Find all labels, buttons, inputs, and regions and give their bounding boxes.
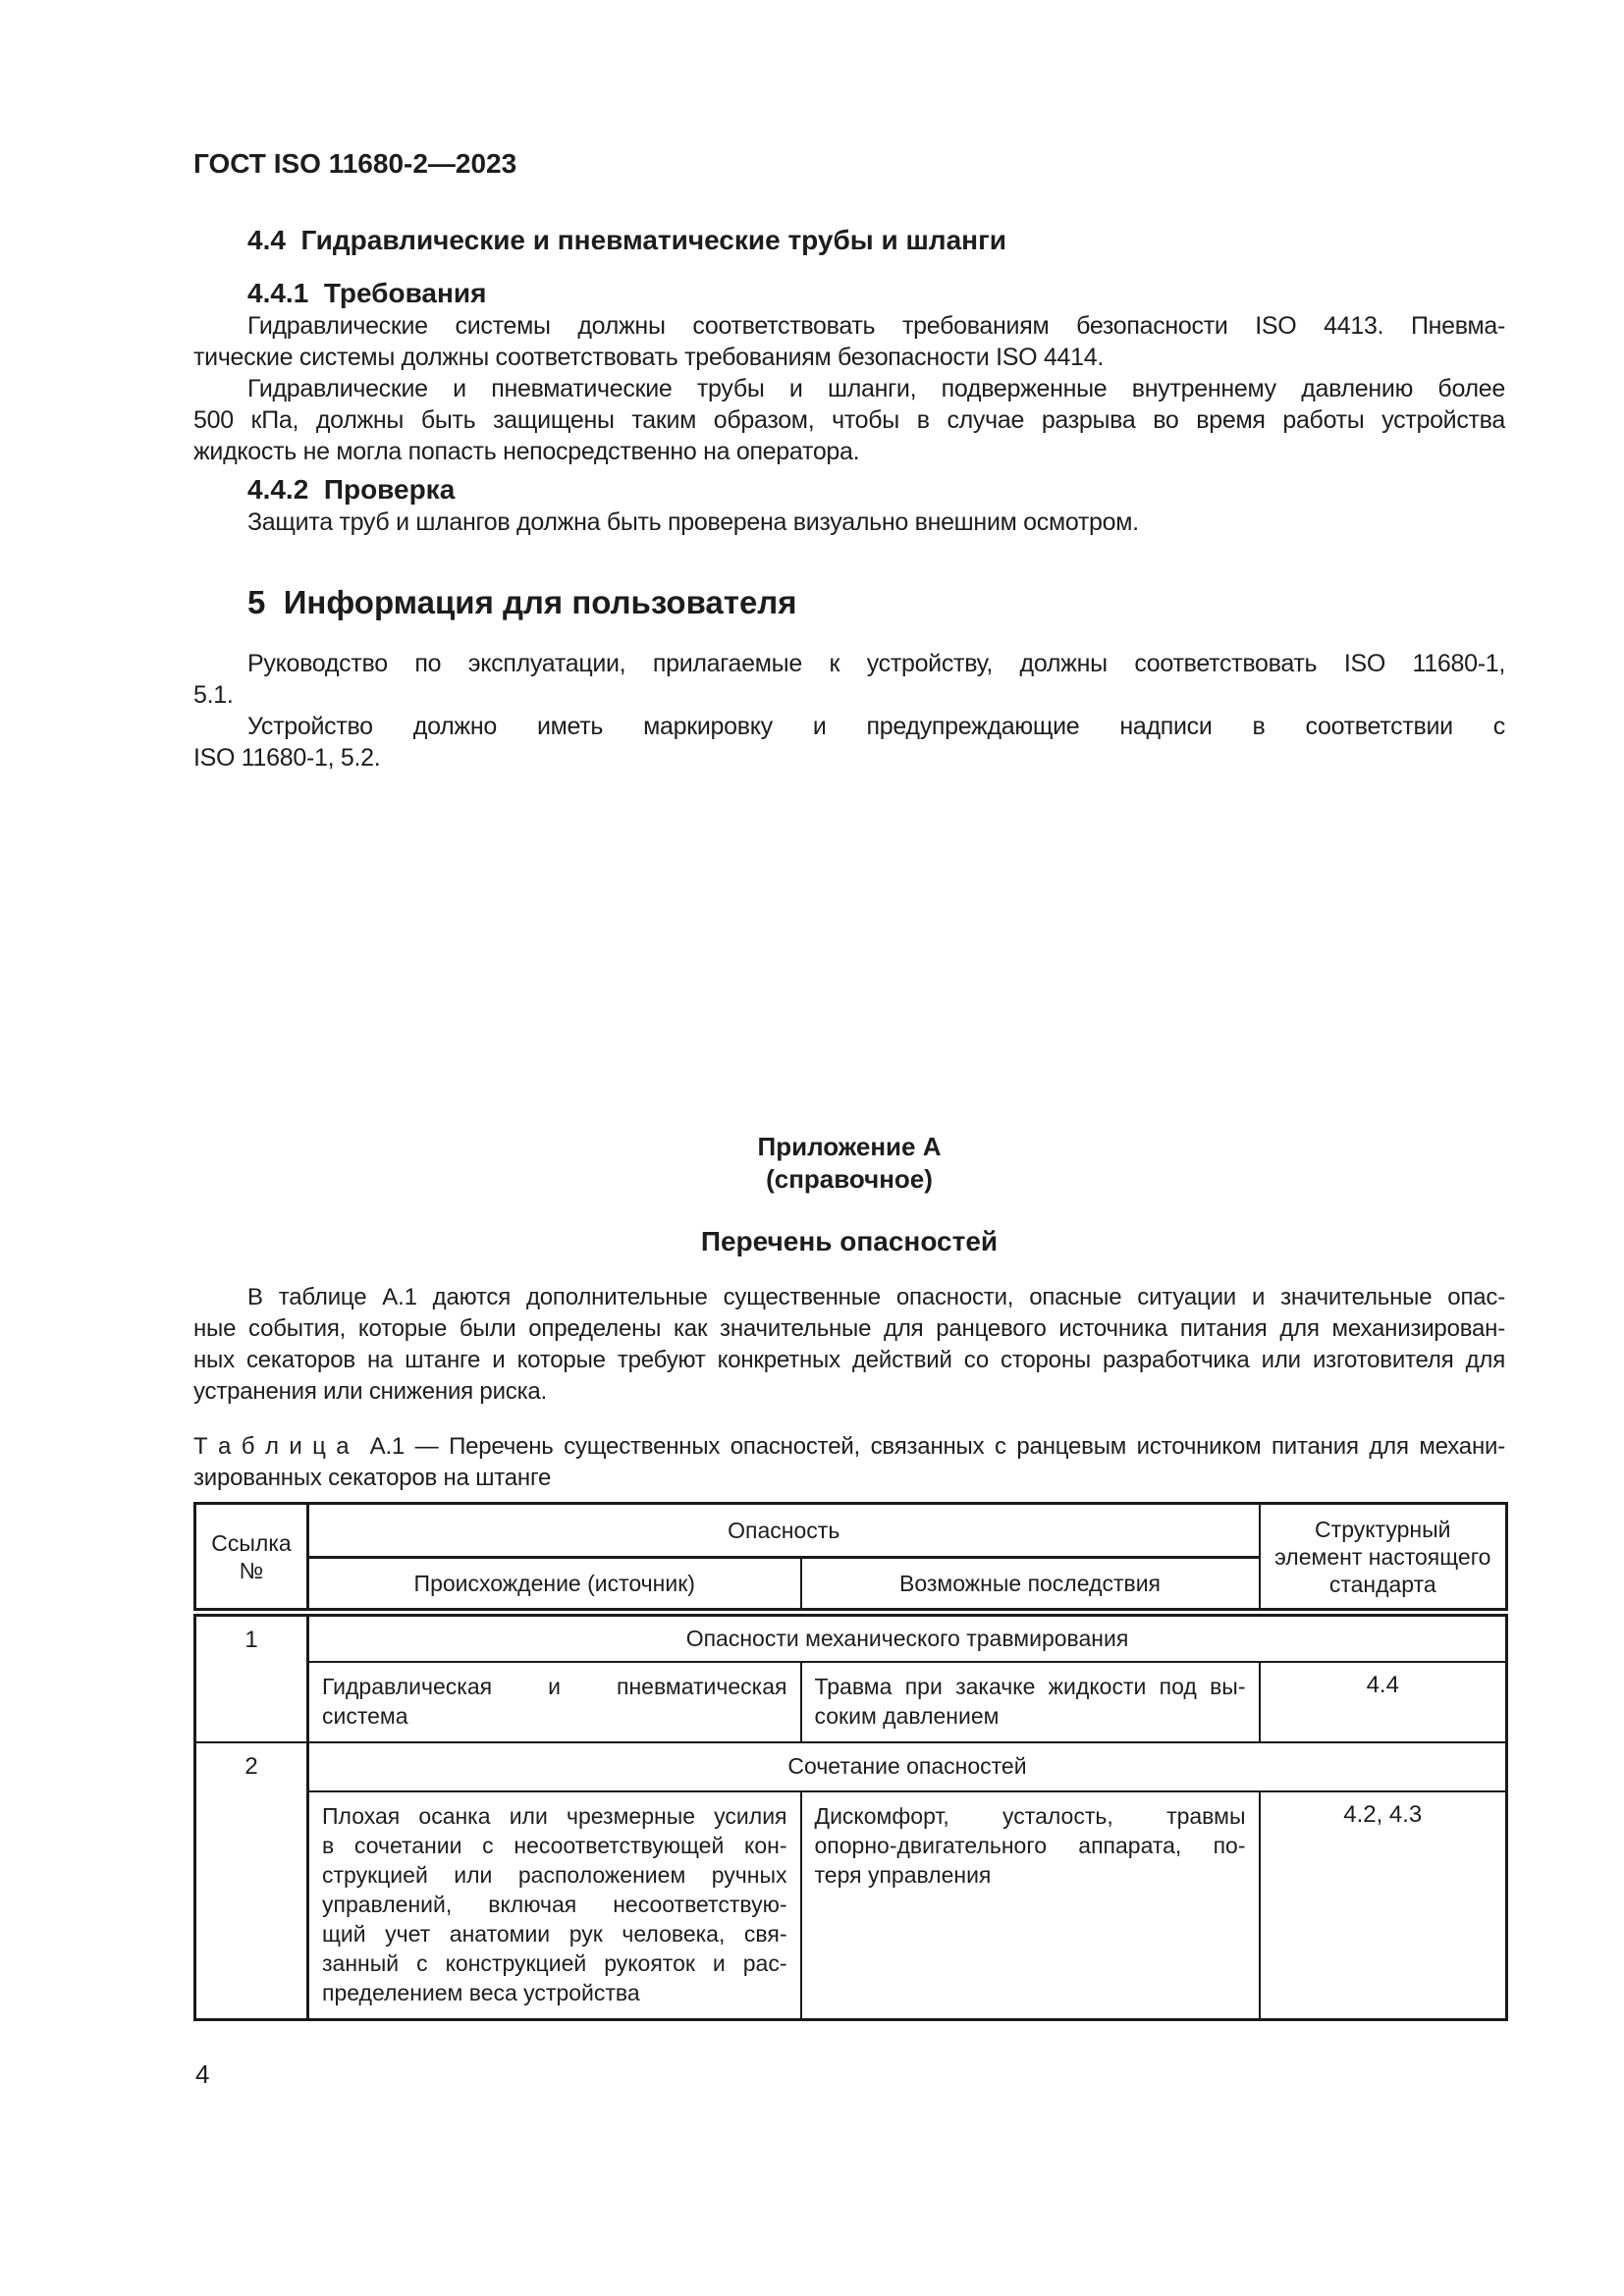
heading-4-4-1: 4.4.1 Требования — [247, 278, 487, 308]
column-header-ref: Ссылка № — [195, 1504, 308, 1613]
ref-number-cell: 1 — [195, 1613, 308, 1742]
table-category-row — [195, 1613, 1507, 1662]
annex-label: Приложение А — [757, 1132, 942, 1161]
table-row — [195, 1662, 1507, 1742]
consequence-cell: Травма при закачке жидкости под вы- соким давлением — [801, 1662, 1260, 1742]
heading-4-4: 4.4 Гидравлические и пневматические трубы и шланги — [247, 225, 1006, 255]
paragraph-marking: Устройство должно иметь маркировку и предупреждающие надписи в соответствии с ISO 11680-1, 5.2. — [193, 713, 1505, 772]
consequence-cell: Дискомфорт, усталость, травмы опорно-двигательного аппарата, по- теря управления — [801, 1791, 1260, 2020]
hazards-table — [193, 1502, 1508, 2021]
table-header-row-1 — [195, 1504, 1507, 1558]
column-header-source: Происхождение (источник) — [308, 1558, 801, 1613]
paragraph-hoses-pressure: Гидравлические и пневматические трубы и шланги, подверженные внутреннему давлению более 500 кПа, должны быть защищены таким образом, чтобы в случае разрыва во время работы устройства жидкость не могла попасть непосредственно на оператора. — [193, 375, 1505, 465]
category-cell: Опасности механического травмирования — [308, 1613, 1507, 1662]
page-number: 4 — [195, 2059, 210, 2089]
source-cell: Гидравлическая и пневматическая система — [308, 1662, 801, 1742]
column-header-clause: Структурный элемент настоящего стандарта — [1260, 1504, 1507, 1613]
clause-cell: 4.2, 4.3 — [1260, 1791, 1507, 2020]
source-cell: Плохая осанка или чрезмерные усилия в сочетании с несоответствующей кон- струкцией или расположением ручных управлений, включая несоответствую- щий учет анатомии рук человека, свя- занный с конструкцией рукояток и рас- пределением веса устройства — [308, 1791, 801, 2020]
annex-intro-paragraph: В таблице А.1 даются дополнительные существенные опасности, опасные ситуации и значительные опас- ные события, которые были определены как значительные для ранцевого источника питания для механизирован- ных секаторов на штанге и которые требуют конкретных действий со стороны разработчика или изготовителя для устранения или снижения риска. — [193, 1284, 1505, 1405]
running-header: ГОСТ ISO 11680-2—2023 — [193, 148, 517, 179]
paragraph-verification: Защита труб и шлангов должна быть проверена визуально внешним осмотром. — [247, 508, 1139, 536]
table-category-row — [195, 1742, 1507, 1791]
paragraph-hydraulic-systems: Гидравлические системы должны соответствовать требованиям безопасности ISO 4413. Пневма- тические системы должны соответствовать требованиям безопасности ISO 4414. — [193, 312, 1505, 371]
clause-cell: 4.4 — [1260, 1662, 1507, 1742]
heading-5: 5 Информация для пользователя — [247, 584, 797, 620]
heading-4-4-2: 4.4.2 Проверка — [247, 474, 456, 505]
column-header-hazard: Опасность — [308, 1504, 1260, 1558]
category-cell: Сочетание опасностей — [308, 1742, 1507, 1791]
table-row — [195, 1791, 1507, 2020]
table-caption: Т а б л и ц а А.1 — Перечень существенных опасностей, связанных с ранцевым источником питания для механи- зированных секаторов на штанге — [193, 1433, 1505, 1491]
annex-title: Перечень опасностей — [700, 1226, 999, 1256]
annex-kind: (справочное) — [766, 1164, 933, 1194]
column-header-consequence: Возможные последствия — [801, 1558, 1260, 1613]
ref-number-cell: 2 — [195, 1742, 308, 2020]
paragraph-manual: Руководство по эксплуатации, прилагаемые к устройству, должны соответствовать ISO 11680-1, 5.1. — [193, 650, 1505, 709]
